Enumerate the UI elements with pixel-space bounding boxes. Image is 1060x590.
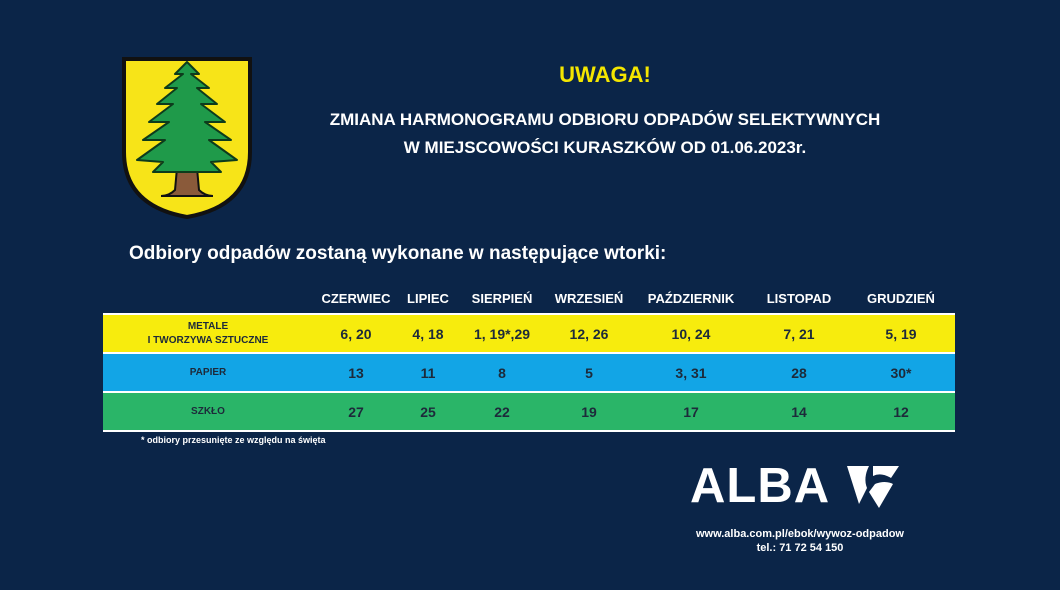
date-cell: 3, 31 xyxy=(631,353,751,392)
date-cell: 12 xyxy=(847,392,955,431)
date-cell: 19 xyxy=(547,392,631,431)
date-cell: 22 xyxy=(457,392,547,431)
headline-line-2: W MIEJSCOWOŚCI KURASZKÓW OD 01.06.2023r. xyxy=(403,138,807,157)
category-cell: PAPIER xyxy=(103,353,313,392)
month-header: WRZESIEŃ xyxy=(554,290,624,306)
alba-logo-mark-icon xyxy=(845,462,901,510)
schedule-subtitle: Odbiory odpadów zostaną wykonane w następujące wtorki: xyxy=(129,243,667,264)
alba-logo: ALBA xyxy=(690,459,831,513)
headline xyxy=(230,106,980,162)
date-cell: 5 xyxy=(547,353,631,392)
date-cell: 8 xyxy=(457,353,547,392)
month-header: LISTOPAD xyxy=(766,290,832,306)
footnote: * odbiory przesunięte ze względu na święta xyxy=(141,435,326,445)
category-label-line-2: I TWORZYWA SZTUCZNE xyxy=(147,334,269,346)
phone-number: tel.: 71 72 54 150 xyxy=(756,542,844,554)
headline-line-1: ZMIANA HARMONOGRAMU ODBIORU ODPADÓW SELEKTYWNYCH xyxy=(329,110,881,129)
category-label-line-1: METALE xyxy=(187,320,229,332)
date-cell: 12, 26 xyxy=(547,314,631,353)
collection-schedule-table xyxy=(103,283,955,432)
month-header: SIERPIEŃ xyxy=(471,290,533,306)
date-cell: 17 xyxy=(631,392,751,431)
category-cell xyxy=(103,314,313,353)
alert-title: UWAGA! xyxy=(559,62,651,87)
table-row-paper xyxy=(103,353,955,392)
date-cell: 11 xyxy=(399,353,457,392)
date-cell: 4, 18 xyxy=(399,314,457,353)
category-header xyxy=(103,283,313,314)
date-cell: 5, 19 xyxy=(847,314,955,353)
date-cell: 14 xyxy=(751,392,847,431)
contact-info xyxy=(660,527,940,555)
table-row-glass xyxy=(103,392,955,431)
month-header: PAŹDZIERNIK xyxy=(647,290,735,306)
date-cell: 28 xyxy=(751,353,847,392)
month-header-row xyxy=(103,283,955,314)
date-cell: 30* xyxy=(847,353,955,392)
month-header: CZERWIEC xyxy=(321,290,391,306)
date-cell: 13 xyxy=(313,353,399,392)
month-header: LIPIEC xyxy=(407,290,449,306)
category-cell: SZKŁO xyxy=(103,392,313,431)
date-cell: 6, 20 xyxy=(313,314,399,353)
date-cell: 1, 19*,29 xyxy=(457,314,547,353)
date-cell: 7, 21 xyxy=(751,314,847,353)
date-cell: 10, 24 xyxy=(631,314,751,353)
website-link[interactable]: www.alba.com.pl/ebok/wywoz-odpadow xyxy=(695,528,904,540)
month-header: GRUDZIEŃ xyxy=(867,290,935,306)
date-cell: 25 xyxy=(399,392,457,431)
date-cell: 27 xyxy=(313,392,399,431)
table-row-metals-plastics xyxy=(103,314,955,353)
